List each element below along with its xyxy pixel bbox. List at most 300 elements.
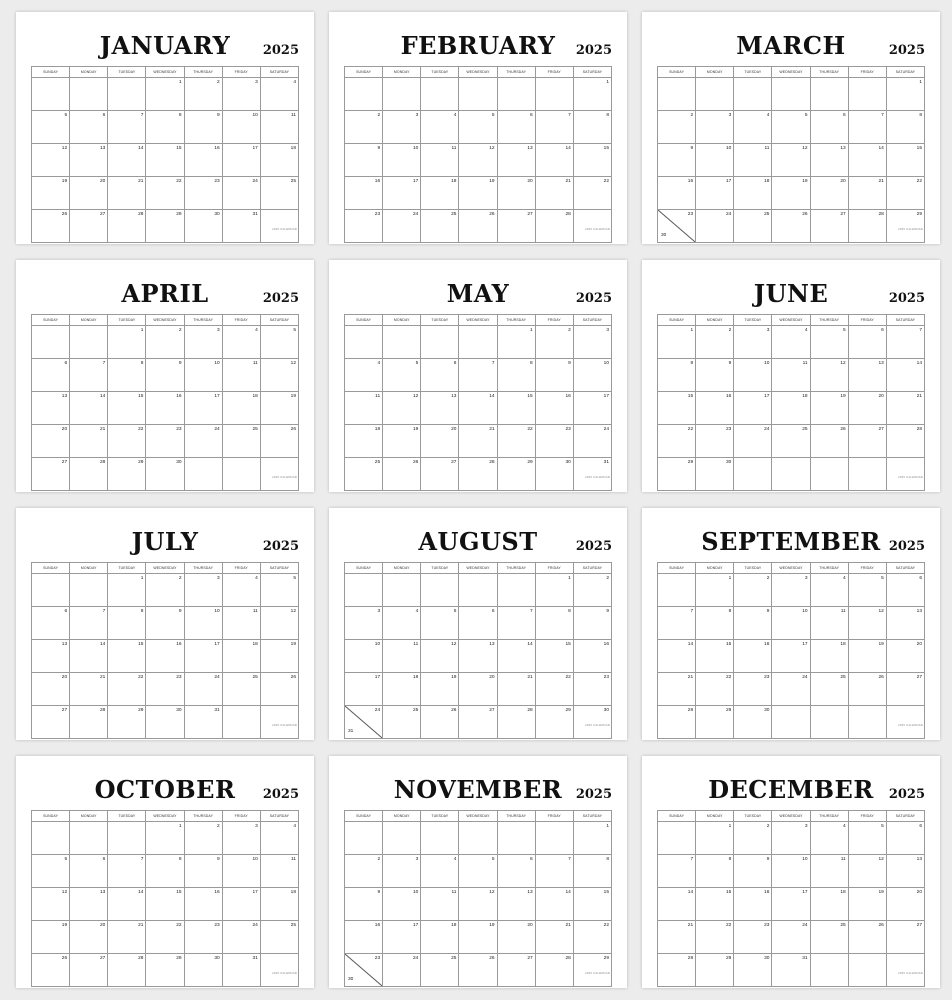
- day-cell[interactable]: [810, 144, 848, 177]
- day-cell[interactable]: [810, 177, 848, 210]
- day-cell[interactable]: [146, 144, 184, 177]
- day-cell[interactable]: [32, 177, 70, 210]
- day-cell[interactable]: [658, 458, 696, 491]
- day-cell[interactable]: [222, 144, 260, 177]
- day-cell[interactable]: [810, 111, 848, 144]
- day-cell[interactable]: [535, 78, 573, 111]
- day-cell[interactable]: [658, 425, 696, 458]
- day-cell[interactable]: [886, 822, 924, 855]
- day-cell[interactable]: [108, 607, 146, 640]
- day-cell[interactable]: [260, 144, 298, 177]
- day-cell[interactable]: [658, 607, 696, 640]
- day-cell[interactable]: [772, 78, 810, 111]
- day-cell[interactable]: [848, 392, 886, 425]
- day-cell[interactable]: [886, 78, 924, 111]
- day-cell[interactable]: [345, 458, 383, 491]
- day-cell[interactable]: [658, 326, 696, 359]
- day-cell[interactable]: [772, 673, 810, 706]
- day-cell[interactable]: [345, 673, 383, 706]
- day-cell[interactable]: [70, 954, 108, 987]
- day-cell[interactable]: [108, 574, 146, 607]
- day-cell[interactable]: [497, 78, 535, 111]
- day-cell[interactable]: [345, 574, 383, 607]
- day-cell[interactable]: [383, 144, 421, 177]
- day-cell[interactable]: [497, 574, 535, 607]
- day-cell[interactable]: [886, 888, 924, 921]
- day-cell[interactable]: [260, 607, 298, 640]
- day-cell[interactable]: [345, 954, 383, 987]
- day-cell[interactable]: [184, 673, 222, 706]
- day-cell[interactable]: [459, 822, 497, 855]
- day-cell[interactable]: [184, 822, 222, 855]
- day-cell[interactable]: [573, 855, 611, 888]
- day-cell[interactable]: [383, 78, 421, 111]
- day-cell[interactable]: [573, 326, 611, 359]
- day-cell[interactable]: [70, 326, 108, 359]
- day-cell[interactable]: [535, 855, 573, 888]
- day-cell[interactable]: [108, 640, 146, 673]
- day-cell[interactable]: [260, 425, 298, 458]
- day-cell[interactable]: [734, 640, 772, 673]
- day-cell[interactable]: [497, 177, 535, 210]
- day-cell[interactable]: [32, 392, 70, 425]
- day-cell[interactable]: [848, 822, 886, 855]
- day-cell[interactable]: [734, 177, 772, 210]
- day-cell[interactable]: [108, 954, 146, 987]
- day-cell[interactable]: [497, 954, 535, 987]
- day-cell[interactable]: [886, 177, 924, 210]
- day-cell[interactable]: [886, 425, 924, 458]
- day-cell[interactable]: [658, 822, 696, 855]
- day-cell[interactable]: [222, 673, 260, 706]
- day-cell[interactable]: [32, 607, 70, 640]
- day-cell[interactable]: [32, 640, 70, 673]
- day-cell[interactable]: [497, 111, 535, 144]
- day-cell[interactable]: [886, 855, 924, 888]
- day-cell[interactable]: [108, 78, 146, 111]
- day-cell[interactable]: [535, 392, 573, 425]
- day-cell[interactable]: [383, 359, 421, 392]
- day-cell[interactable]: [32, 954, 70, 987]
- day-cell[interactable]: [421, 210, 459, 243]
- day-cell[interactable]: [70, 458, 108, 491]
- day-cell[interactable]: [345, 326, 383, 359]
- day-cell[interactable]: [573, 706, 611, 739]
- day-cell[interactable]: [345, 78, 383, 111]
- day-cell[interactable]: [772, 954, 810, 987]
- day-cell[interactable]: [772, 111, 810, 144]
- day-cell[interactable]: [886, 392, 924, 425]
- day-cell[interactable]: [573, 888, 611, 921]
- day-cell[interactable]: [345, 888, 383, 921]
- day-cell[interactable]: [810, 574, 848, 607]
- day-cell[interactable]: [184, 144, 222, 177]
- day-cell[interactable]: [184, 607, 222, 640]
- day-cell[interactable]: [658, 673, 696, 706]
- day-cell[interactable]: [421, 855, 459, 888]
- day-cell[interactable]: [383, 425, 421, 458]
- day-cell[interactable]: [146, 822, 184, 855]
- day-cell[interactable]: [146, 673, 184, 706]
- day-cell[interactable]: [260, 177, 298, 210]
- day-cell[interactable]: [421, 78, 459, 111]
- day-cell[interactable]: [810, 706, 848, 739]
- day-cell[interactable]: [222, 607, 260, 640]
- day-cell[interactable]: [696, 425, 734, 458]
- day-cell[interactable]: [108, 177, 146, 210]
- day-cell[interactable]: [886, 326, 924, 359]
- day-cell[interactable]: [222, 177, 260, 210]
- day-cell[interactable]: [848, 921, 886, 954]
- day-cell[interactable]: [260, 673, 298, 706]
- day-cell[interactable]: [658, 359, 696, 392]
- day-cell[interactable]: [184, 177, 222, 210]
- day-cell[interactable]: [70, 359, 108, 392]
- day-cell[interactable]: [260, 706, 298, 739]
- day-cell[interactable]: [345, 425, 383, 458]
- day-cell[interactable]: [146, 425, 184, 458]
- day-cell[interactable]: [810, 822, 848, 855]
- day-cell[interactable]: [459, 111, 497, 144]
- day-cell[interactable]: [535, 706, 573, 739]
- day-cell[interactable]: [535, 888, 573, 921]
- day-cell[interactable]: [772, 888, 810, 921]
- day-cell[interactable]: [810, 458, 848, 491]
- day-cell[interactable]: [146, 78, 184, 111]
- day-cell[interactable]: [459, 640, 497, 673]
- day-cell[interactable]: [146, 607, 184, 640]
- day-cell[interactable]: [184, 855, 222, 888]
- day-cell[interactable]: [696, 954, 734, 987]
- day-cell[interactable]: [184, 640, 222, 673]
- day-cell[interactable]: [421, 607, 459, 640]
- day-cell[interactable]: [345, 210, 383, 243]
- day-cell[interactable]: [383, 954, 421, 987]
- day-cell[interactable]: [848, 177, 886, 210]
- day-cell[interactable]: [696, 210, 734, 243]
- day-cell[interactable]: [459, 574, 497, 607]
- day-cell[interactable]: [184, 921, 222, 954]
- day-cell[interactable]: [184, 78, 222, 111]
- day-cell[interactable]: [573, 425, 611, 458]
- day-cell[interactable]: [383, 111, 421, 144]
- day-cell[interactable]: [421, 673, 459, 706]
- day-cell[interactable]: [658, 210, 696, 243]
- day-cell[interactable]: [70, 855, 108, 888]
- day-cell[interactable]: [848, 706, 886, 739]
- day-cell[interactable]: [345, 359, 383, 392]
- day-cell[interactable]: [260, 921, 298, 954]
- day-cell[interactable]: [108, 822, 146, 855]
- day-cell[interactable]: [184, 111, 222, 144]
- day-cell[interactable]: [421, 706, 459, 739]
- day-cell[interactable]: [535, 210, 573, 243]
- day-cell[interactable]: [108, 359, 146, 392]
- day-cell[interactable]: [32, 425, 70, 458]
- day-cell[interactable]: [146, 392, 184, 425]
- day-cell[interactable]: [810, 607, 848, 640]
- day-cell[interactable]: [222, 392, 260, 425]
- day-cell[interactable]: [497, 458, 535, 491]
- day-cell[interactable]: [146, 574, 184, 607]
- day-cell[interactable]: [108, 921, 146, 954]
- day-cell[interactable]: [886, 458, 924, 491]
- day-cell[interactable]: [734, 359, 772, 392]
- day-cell[interactable]: [886, 706, 924, 739]
- day-cell[interactable]: [459, 888, 497, 921]
- day-cell[interactable]: [70, 822, 108, 855]
- day-cell[interactable]: [421, 574, 459, 607]
- day-cell[interactable]: [573, 78, 611, 111]
- day-cell[interactable]: [696, 78, 734, 111]
- day-cell[interactable]: [222, 458, 260, 491]
- day-cell[interactable]: [108, 458, 146, 491]
- day-cell[interactable]: [734, 673, 772, 706]
- day-cell[interactable]: [573, 111, 611, 144]
- day-cell[interactable]: [32, 706, 70, 739]
- day-cell[interactable]: [886, 921, 924, 954]
- day-cell[interactable]: [184, 574, 222, 607]
- day-cell[interactable]: [345, 706, 383, 739]
- day-cell[interactable]: [146, 111, 184, 144]
- day-cell[interactable]: [848, 855, 886, 888]
- day-cell[interactable]: [772, 210, 810, 243]
- day-cell[interactable]: [146, 177, 184, 210]
- day-cell[interactable]: [260, 111, 298, 144]
- day-cell[interactable]: [734, 144, 772, 177]
- day-cell[interactable]: [32, 210, 70, 243]
- day-cell[interactable]: [886, 954, 924, 987]
- day-cell[interactable]: [383, 673, 421, 706]
- day-cell[interactable]: [108, 326, 146, 359]
- day-cell[interactable]: [260, 458, 298, 491]
- day-cell[interactable]: [810, 425, 848, 458]
- day-cell[interactable]: [497, 326, 535, 359]
- day-cell[interactable]: [573, 607, 611, 640]
- day-cell[interactable]: [222, 78, 260, 111]
- day-cell[interactable]: [222, 210, 260, 243]
- day-cell[interactable]: [459, 392, 497, 425]
- day-cell[interactable]: [810, 359, 848, 392]
- day-cell[interactable]: [573, 574, 611, 607]
- day-cell[interactable]: [459, 855, 497, 888]
- day-cell[interactable]: [848, 888, 886, 921]
- day-cell[interactable]: [848, 425, 886, 458]
- day-cell[interactable]: [886, 673, 924, 706]
- day-cell[interactable]: [535, 954, 573, 987]
- day-cell[interactable]: [658, 177, 696, 210]
- day-cell[interactable]: [345, 855, 383, 888]
- day-cell[interactable]: [573, 822, 611, 855]
- day-cell[interactable]: [696, 607, 734, 640]
- day-cell[interactable]: [696, 458, 734, 491]
- day-cell[interactable]: [383, 921, 421, 954]
- day-cell[interactable]: [772, 326, 810, 359]
- day-cell[interactable]: [459, 144, 497, 177]
- day-cell[interactable]: [146, 954, 184, 987]
- day-cell[interactable]: [848, 359, 886, 392]
- day-cell[interactable]: [497, 673, 535, 706]
- day-cell[interactable]: [70, 392, 108, 425]
- day-cell[interactable]: [345, 111, 383, 144]
- day-cell[interactable]: [810, 855, 848, 888]
- day-cell[interactable]: [32, 822, 70, 855]
- day-cell[interactable]: [184, 392, 222, 425]
- day-cell[interactable]: [734, 706, 772, 739]
- day-cell[interactable]: [772, 458, 810, 491]
- day-cell[interactable]: [734, 210, 772, 243]
- day-cell[interactable]: [421, 359, 459, 392]
- day-cell[interactable]: [535, 359, 573, 392]
- day-cell[interactable]: [108, 706, 146, 739]
- day-cell[interactable]: [886, 359, 924, 392]
- day-cell[interactable]: [345, 640, 383, 673]
- day-cell[interactable]: [573, 458, 611, 491]
- day-cell[interactable]: [734, 326, 772, 359]
- day-cell[interactable]: [421, 392, 459, 425]
- day-cell[interactable]: [658, 855, 696, 888]
- day-cell[interactable]: [108, 144, 146, 177]
- day-cell[interactable]: [658, 640, 696, 673]
- day-cell[interactable]: [848, 210, 886, 243]
- day-cell[interactable]: [70, 144, 108, 177]
- day-cell[interactable]: [108, 888, 146, 921]
- day-cell[interactable]: [497, 392, 535, 425]
- day-cell[interactable]: [383, 888, 421, 921]
- day-cell[interactable]: [421, 425, 459, 458]
- day-cell[interactable]: [32, 921, 70, 954]
- day-cell[interactable]: [345, 921, 383, 954]
- day-cell[interactable]: [222, 359, 260, 392]
- day-cell[interactable]: [32, 673, 70, 706]
- day-cell[interactable]: [184, 326, 222, 359]
- day-cell[interactable]: [848, 144, 886, 177]
- day-cell[interactable]: [848, 458, 886, 491]
- day-cell[interactable]: [459, 210, 497, 243]
- day-cell[interactable]: [459, 921, 497, 954]
- day-cell[interactable]: [658, 574, 696, 607]
- day-cell[interactable]: [70, 640, 108, 673]
- day-cell[interactable]: [696, 640, 734, 673]
- day-cell[interactable]: [848, 326, 886, 359]
- day-cell[interactable]: [772, 921, 810, 954]
- day-cell[interactable]: [459, 673, 497, 706]
- day-cell[interactable]: [260, 359, 298, 392]
- day-cell[interactable]: [734, 425, 772, 458]
- day-cell[interactable]: [810, 954, 848, 987]
- day-cell[interactable]: [222, 822, 260, 855]
- day-cell[interactable]: [70, 607, 108, 640]
- day-cell[interactable]: [459, 326, 497, 359]
- day-cell[interactable]: [886, 574, 924, 607]
- day-cell[interactable]: [696, 359, 734, 392]
- day-cell[interactable]: [459, 954, 497, 987]
- day-cell[interactable]: [886, 111, 924, 144]
- day-cell[interactable]: [696, 574, 734, 607]
- day-cell[interactable]: [497, 144, 535, 177]
- day-cell[interactable]: [772, 425, 810, 458]
- day-cell[interactable]: [421, 177, 459, 210]
- day-cell[interactable]: [497, 359, 535, 392]
- day-cell[interactable]: [32, 574, 70, 607]
- day-cell[interactable]: [146, 210, 184, 243]
- day-cell[interactable]: [772, 855, 810, 888]
- day-cell[interactable]: [184, 706, 222, 739]
- day-cell[interactable]: [734, 855, 772, 888]
- day-cell[interactable]: [459, 359, 497, 392]
- day-cell[interactable]: [848, 111, 886, 144]
- day-cell[interactable]: [260, 78, 298, 111]
- day-cell[interactable]: [260, 574, 298, 607]
- day-cell[interactable]: [810, 392, 848, 425]
- day-cell[interactable]: [886, 144, 924, 177]
- day-cell[interactable]: [573, 673, 611, 706]
- day-cell[interactable]: [32, 78, 70, 111]
- day-cell[interactable]: [184, 954, 222, 987]
- day-cell[interactable]: [535, 673, 573, 706]
- day-cell[interactable]: [696, 673, 734, 706]
- day-cell[interactable]: [810, 640, 848, 673]
- day-cell[interactable]: [146, 888, 184, 921]
- day-cell[interactable]: [222, 111, 260, 144]
- day-cell[interactable]: [146, 706, 184, 739]
- day-cell[interactable]: [535, 425, 573, 458]
- day-cell[interactable]: [345, 392, 383, 425]
- day-cell[interactable]: [696, 921, 734, 954]
- day-cell[interactable]: [848, 640, 886, 673]
- day-cell[interactable]: [345, 177, 383, 210]
- day-cell[interactable]: [421, 144, 459, 177]
- day-cell[interactable]: [535, 326, 573, 359]
- day-cell[interactable]: [696, 111, 734, 144]
- day-cell[interactable]: [421, 822, 459, 855]
- day-cell[interactable]: [734, 921, 772, 954]
- day-cell[interactable]: [260, 392, 298, 425]
- day-cell[interactable]: [421, 954, 459, 987]
- day-cell[interactable]: [70, 706, 108, 739]
- day-cell[interactable]: [222, 706, 260, 739]
- day-cell[interactable]: [421, 458, 459, 491]
- day-cell[interactable]: [383, 607, 421, 640]
- day-cell[interactable]: [573, 640, 611, 673]
- day-cell[interactable]: [184, 888, 222, 921]
- day-cell[interactable]: [32, 144, 70, 177]
- day-cell[interactable]: [772, 574, 810, 607]
- day-cell[interactable]: [497, 640, 535, 673]
- day-cell[interactable]: [658, 144, 696, 177]
- day-cell[interactable]: [383, 822, 421, 855]
- day-cell[interactable]: [70, 921, 108, 954]
- day-cell[interactable]: [497, 607, 535, 640]
- day-cell[interactable]: [108, 673, 146, 706]
- day-cell[interactable]: [886, 640, 924, 673]
- day-cell[interactable]: [573, 177, 611, 210]
- day-cell[interactable]: [696, 392, 734, 425]
- day-cell[interactable]: [573, 359, 611, 392]
- day-cell[interactable]: [146, 921, 184, 954]
- day-cell[interactable]: [32, 111, 70, 144]
- day-cell[interactable]: [535, 144, 573, 177]
- day-cell[interactable]: [696, 177, 734, 210]
- day-cell[interactable]: [535, 921, 573, 954]
- day-cell[interactable]: [772, 607, 810, 640]
- day-cell[interactable]: [459, 458, 497, 491]
- day-cell[interactable]: [810, 210, 848, 243]
- day-cell[interactable]: [70, 111, 108, 144]
- day-cell[interactable]: [535, 640, 573, 673]
- day-cell[interactable]: [658, 78, 696, 111]
- day-cell[interactable]: [535, 458, 573, 491]
